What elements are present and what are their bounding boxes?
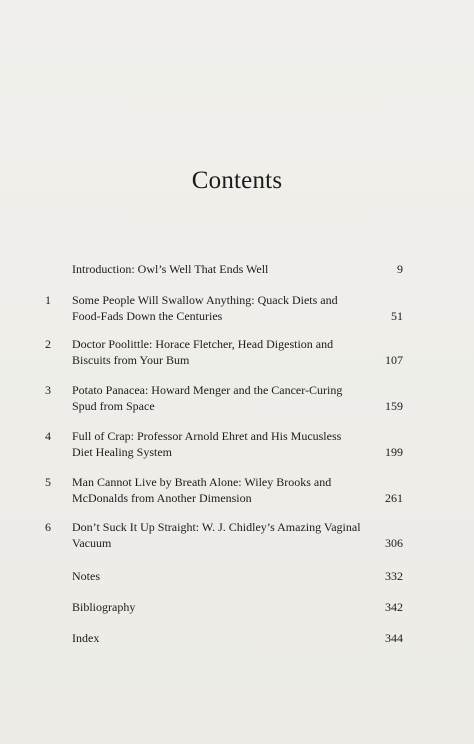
toc-entry-title-line1: Bibliography xyxy=(72,600,136,614)
toc-entry-title-line2: Spud from Space xyxy=(72,399,155,413)
toc-entry-page: 107 xyxy=(385,353,403,367)
toc-entry-title xyxy=(72,630,372,646)
toc-entry-number: 1 xyxy=(45,293,51,307)
toc-entry-number: 3 xyxy=(45,383,51,397)
toc-entry-title-line1: Some People Will Swallow Anything: Quack Diets and xyxy=(72,293,338,307)
toc-entry-page: 342 xyxy=(385,600,403,614)
toc-entry-title xyxy=(72,519,372,551)
toc-entry-page: 306 xyxy=(385,536,403,550)
toc-entry-page: 9 xyxy=(397,262,403,276)
toc-entry-page: 51 xyxy=(391,309,403,323)
toc-entry-title-line1: Notes xyxy=(72,569,100,583)
toc-entry-number: 6 xyxy=(45,520,51,534)
toc-entry-number: 4 xyxy=(45,429,51,443)
toc-entry-page: 261 xyxy=(385,491,403,505)
toc-entry-title xyxy=(72,474,372,506)
toc-entry-number: 5 xyxy=(45,475,51,489)
toc-entry-title xyxy=(72,292,372,324)
toc-entry-title xyxy=(72,336,372,368)
toc-entry-title-line1: Index xyxy=(72,631,100,645)
toc-entry-title-line1: Doctor Poolittle: Horace Fletcher, Head Digestion and xyxy=(72,337,334,351)
toc-entry-page: 159 xyxy=(385,399,403,413)
toc-entry-page: 332 xyxy=(385,569,403,583)
toc-entry-title xyxy=(72,599,372,615)
toc-entry-title-line2: McDonalds from Another Dimension xyxy=(72,491,252,505)
toc-entry-title xyxy=(72,428,372,460)
toc-entry-number: 2 xyxy=(45,337,51,351)
toc-entry-title-line2: Diet Healing System xyxy=(72,445,172,459)
toc-entry-title-line1: Potato Panacea: Howard Menger and the Cancer-Curing xyxy=(72,383,343,397)
toc-entry-title-line1: Introduction: Owl’s Well That Ends Well xyxy=(72,262,269,276)
toc-entry-title-line1: Don’t Suck It Up Straight: W. J. Chidley’s Amazing Vaginal xyxy=(72,520,361,534)
toc-entry-title-line2: Vacuum xyxy=(72,536,112,550)
toc-entry-title xyxy=(72,568,372,584)
toc-entry-title xyxy=(72,261,372,277)
toc-entry-title-line1: Full of Crap: Professor Arnold Ehret and His Mucusless xyxy=(72,429,342,443)
toc-entry-page: 199 xyxy=(385,445,403,459)
toc-entry-title-line2: Biscuits from Your Bum xyxy=(72,353,190,367)
toc-entry-page: 344 xyxy=(385,631,403,645)
toc-entry-title xyxy=(72,382,372,414)
contents-heading: Contents xyxy=(191,167,283,194)
toc-entry-title-line2: Food-Fads Down the Centuries xyxy=(72,309,223,323)
toc-entry-title-line1: Man Cannot Live by Breath Alone: Wiley Brooks and xyxy=(72,475,332,489)
